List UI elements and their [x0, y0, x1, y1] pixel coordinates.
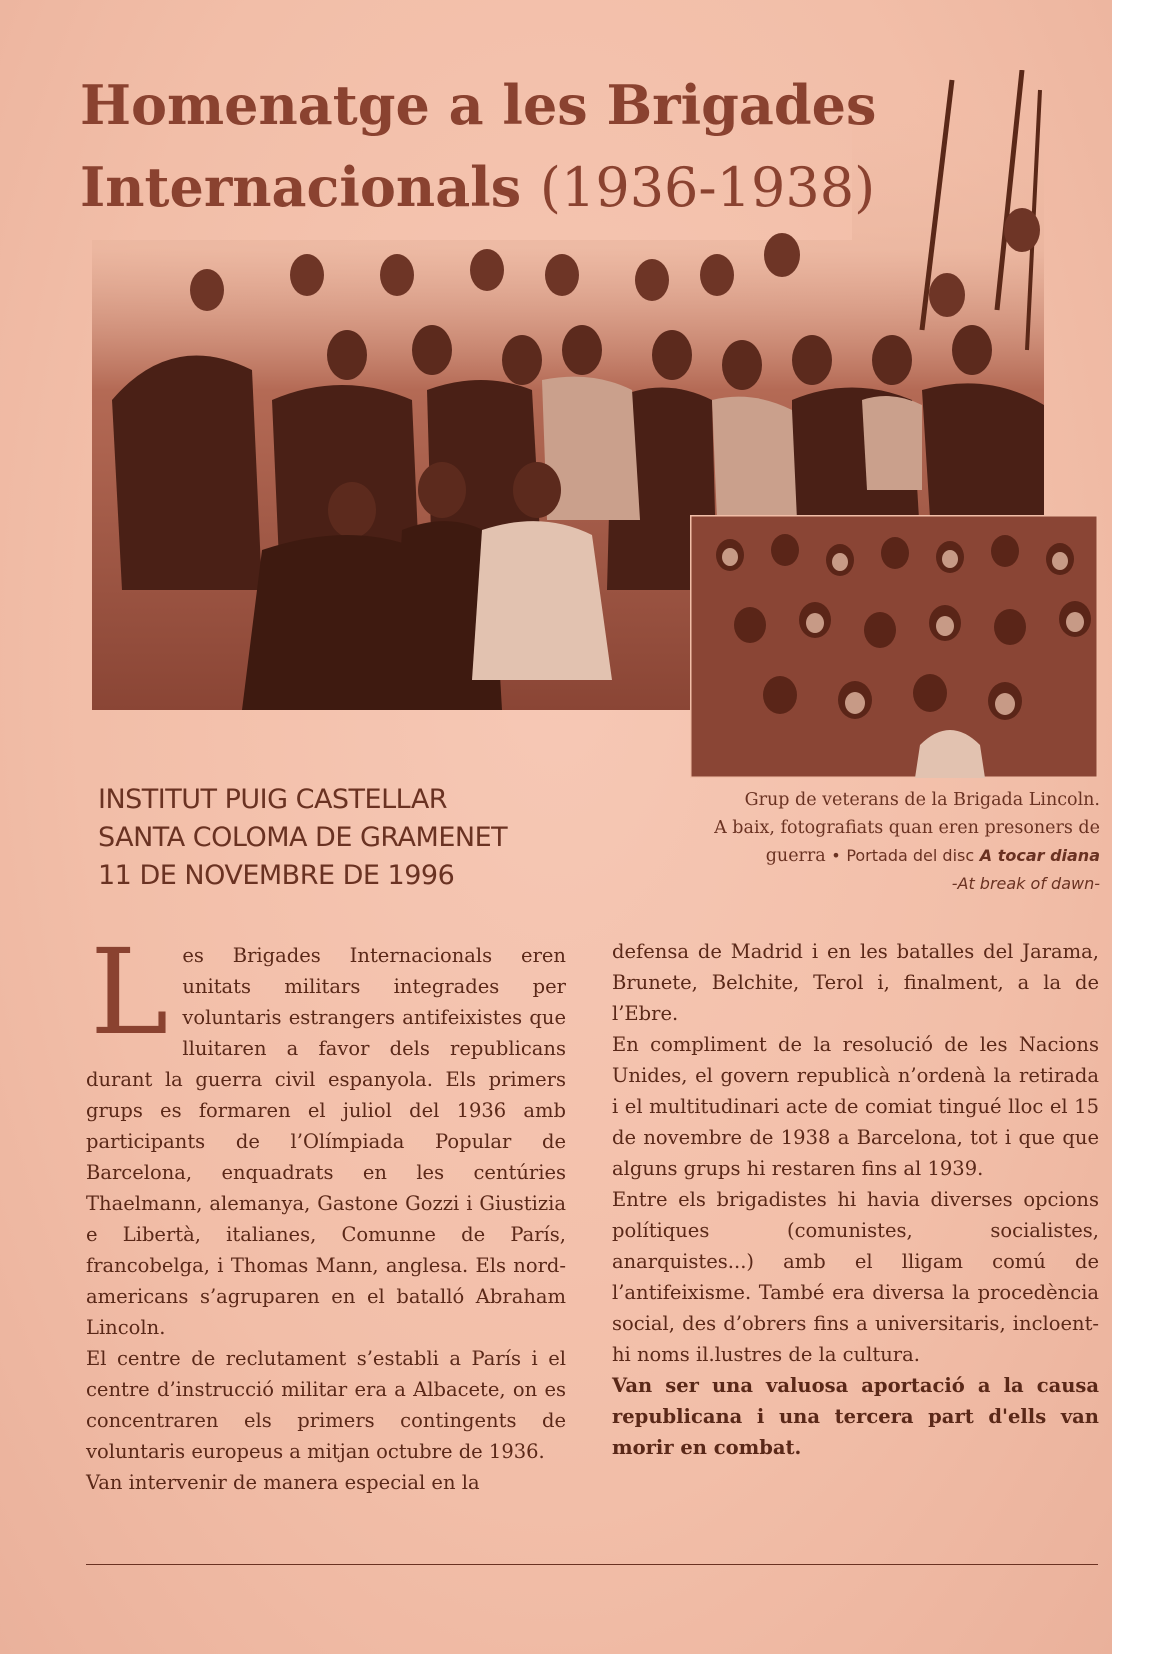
- prisoners-inset-photo: [690, 515, 1098, 778]
- caption-line3: guerra: [765, 846, 826, 866]
- event-school: INSTITUT PUIG CASTELLAR: [98, 784, 448, 815]
- paragraph-5: Entre els brigadistes hi havia diverses opcions polítiques (comunistes, socialistes, anarquistes...) amb el lligam comú de l’antifeixisme. També era diversa la procedència social, des d’obrers fins a universitaris, incloent-hi noms il.lustres de la cultura.: [612, 1188, 1099, 1366]
- event-date: 11 DE NOVEMBRE DE 1996: [98, 860, 455, 891]
- paragraph-4: En compliment de la resolució de les Nacions Unides, el govern republicà n’ordenà la retirada i el multitudinari acte de comiat tingué lloc el 15 de novembre de 1938 a Barcelona, tot i que que alguns grups hi restaren fins al 1939.: [612, 1033, 1099, 1180]
- drop-cap: L: [90, 923, 169, 1061]
- caption-disc-title: A tocar diana: [979, 846, 1100, 865]
- caption-disc-subtitle: -At break of dawn-: [951, 874, 1100, 893]
- page-title: [80, 64, 900, 229]
- caption-disc-prefix: Portada del disc: [846, 846, 975, 865]
- title-years: (1936-1938): [539, 156, 876, 219]
- closing-statement: Van ser una valuosa aportació a la causa republicana i una tercera part d'ells van morir en combat.: [612, 1374, 1099, 1459]
- photo-caption: [650, 786, 1100, 898]
- bottom-divider: [86, 1564, 1098, 1565]
- paragraph-3-continued: defensa de Madrid i en les batalles del Jarama, Brunete, Belchite, Terol i, finalment, a la de l’Ebre.: [612, 940, 1099, 1025]
- article-column-left: [86, 923, 566, 1498]
- paragraph-3: Van intervenir de manera especial en la: [86, 1471, 480, 1494]
- title-line2: Internacionals: [80, 155, 522, 219]
- caption-line2: A baix, fotografiats quan eren presoners de: [714, 818, 1100, 838]
- caption-line1: Grup de veterans de la Brigada Lincoln.: [744, 790, 1100, 810]
- event-city: SANTA COLOMA DE GRAMENET: [98, 822, 508, 853]
- paragraph-1-text: es Brigades Internacionals eren unitats militars integrades per voluntaris estrangers antifeixistes que lluitaren a favor dels republicans durant la guerra civil espanyola. Els primers grups es formaren el juliol del 1936 amb participants de l’Olímpiada Popular de Barcelona, enquadrats en les centúries Thaelmann, alemanya, Gastone Gozzi i Giustizia e Libertà, italianes, Comunne de París, francobelga, i Thomas Mann, anglesa. Els nord-americans s’agruparen en el batalló Abraham Lincoln.: [86, 944, 566, 1339]
- caption-bullet: •: [831, 846, 841, 865]
- title-line1: Homenatge a les Brigades: [80, 73, 877, 137]
- article-column-right: [612, 936, 1099, 1463]
- paragraph-2: El centre de reclutament s’establi a París i el centre d’instrucció militar era a Albacete, on es concentraren els primers contingents de voluntaris europeus a mitjan octubre de 1936.: [86, 1347, 566, 1463]
- paragraph-1: [86, 923, 566, 1343]
